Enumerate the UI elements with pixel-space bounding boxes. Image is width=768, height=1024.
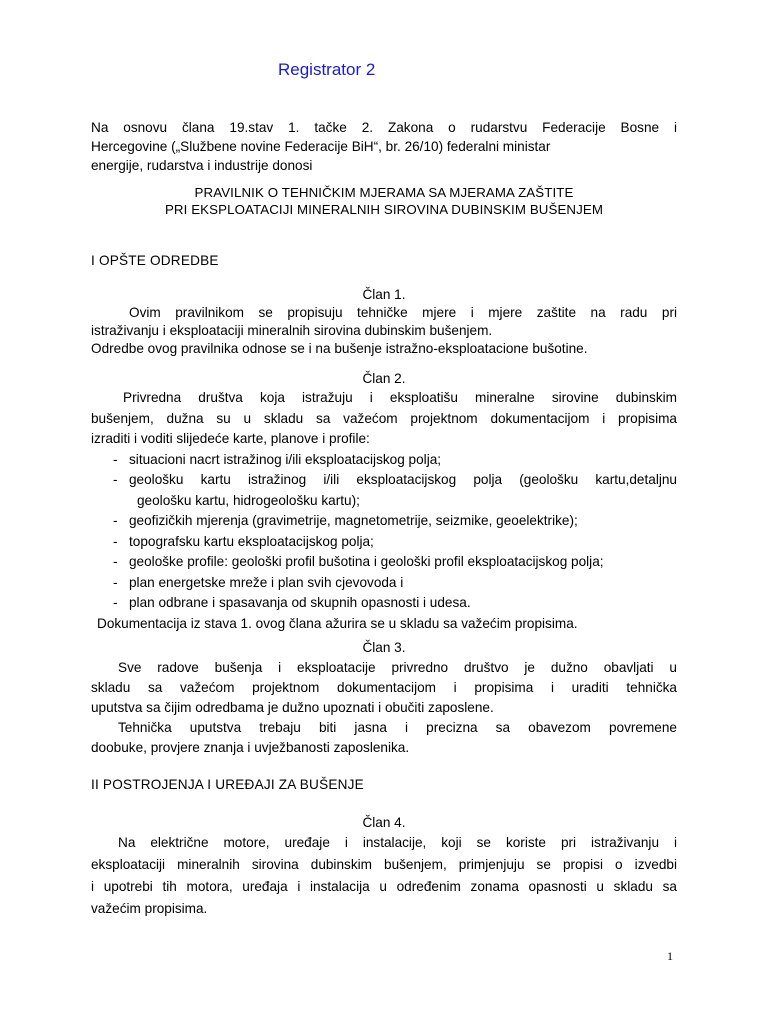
rulebook-title-line: PRI EKSPLOATACIJI MINERALNIH SIROVINA DUBINSKIM BUŠENJEM: [164, 202, 604, 217]
article-line: bušenjem, dužna su u skladu sa važećom projektnom dokumentacijom i propisima: [91, 410, 677, 426]
rulebook-title-line: PRAVILNIK O TEHNIČKIM MJERAMA SA MJERAMA ZAŠTITE: [194, 185, 574, 200]
document-list: [91, 450, 677, 614]
list-item: - plan odbrane i spasavanja od skupnih opasnosti i udesa.: [113, 595, 471, 610]
chapter-heading-2: II POSTROJENJA I UREĐAJI ZA BUŠENJE: [91, 777, 364, 792]
article-line: istraživanju i eksploataciji mineralnih sirovina dubinskim bušenjem.: [91, 323, 493, 338]
intro-line: energije, rudarstva i industrije donosi: [91, 158, 313, 173]
intro-paragraph: [91, 118, 677, 175]
article-heading-1: Član 1.: [362, 287, 406, 302]
article-line: skladu sa važećom projektnom dokumentacijom i propisima i uraditi tehnička: [91, 680, 677, 695]
article-line: Tehnička uputstva trebaju biti jasna i precizna sa obavezom povremene: [118, 720, 677, 735]
article-body-1: [91, 304, 677, 358]
chapter-heading-1: I OPŠTE ODREDBE: [91, 253, 219, 268]
list-item: - geološku kartu istražinog i/ili eksploatacijskog polja (geološku kartu,detaljnu geološku kartu, hidrogeološku kartu);: [113, 472, 677, 508]
intro-line: Hercegovine („Službene novine Federacije BiH“, br. 26/10) federalni ministar: [91, 139, 551, 154]
article-body-3: [91, 658, 677, 758]
article-line: Na električne motore, uređaje i instalacije, koji se koriste pri istraživanju i: [118, 835, 677, 850]
list-item: - plan energetske mreže i plan svih cjevovoda i: [113, 574, 404, 590]
article-body-4: [91, 832, 677, 920]
list-item: - geološke profile: geološki profil bušotina i geološki profil eksploatacijskog polja;: [113, 554, 604, 569]
intro-line: Na osnovu člana 19.stav 1. tačke 2. Zakona o rudarstvu Federacije Bosne i: [91, 120, 677, 135]
list-item: - geofizičkih mjerenja (gravimetrije, magnetometrije, seizmike, geoelektrike);: [113, 513, 578, 528]
article-line: važećim propisima.: [91, 901, 208, 916]
article-line: Dokumentacija iz stava 1. ovog člana ažurira se u skladu sa važećim propisima.: [97, 615, 578, 631]
article-line: i upotrebi tih motora, uređaja i instalacija u određenim zonama opasnosti u skladu sa: [91, 879, 677, 894]
registrator-label: Registrator 2: [278, 60, 376, 79]
article-line: Odredbe ovog pravilnika odnose se i na bušenje istražno-eksploatacione bušotine.: [91, 341, 588, 356]
article-body-2: [91, 388, 677, 634]
rulebook-title: [91, 184, 677, 218]
article-line: Sve radove bušenja i eksploatacije privredno društvo je dužno obavljati u: [118, 660, 677, 675]
article-heading-2: Član 2.: [362, 371, 406, 386]
article-line: uputstva sa čijim odredbama je dužno upoznati i obučiti zaposlene.: [91, 700, 494, 715]
page-number: 1: [667, 949, 673, 963]
article-line: doobuke, provjere znanja i uvježbanosti zaposlenika.: [91, 740, 410, 755]
article-line: Privredna društva koja istražuju i eksploatišu mineralne sirovine dubinskim: [123, 390, 677, 405]
article-heading-4: Član 4.: [362, 815, 406, 830]
article-line: Ovim pravilnikom se propisuju tehničke mjere i mjere zaštite na radu pri: [129, 305, 677, 320]
list-item: - topografsku kartu eksploatacijskog polja;: [113, 533, 374, 549]
article-line: eksploataciji mineralnih sirovina dubinskim bušenjem, primjenjuju se propisi o izvedbi: [91, 857, 677, 872]
article-heading-3: Član 3.: [362, 640, 406, 655]
article-line: izraditi i voditi slijedeće karte, planove i profile:: [91, 431, 370, 446]
list-item: - situacioni nacrt istražinog i/ili eksploatacijskog polja;: [113, 451, 442, 467]
